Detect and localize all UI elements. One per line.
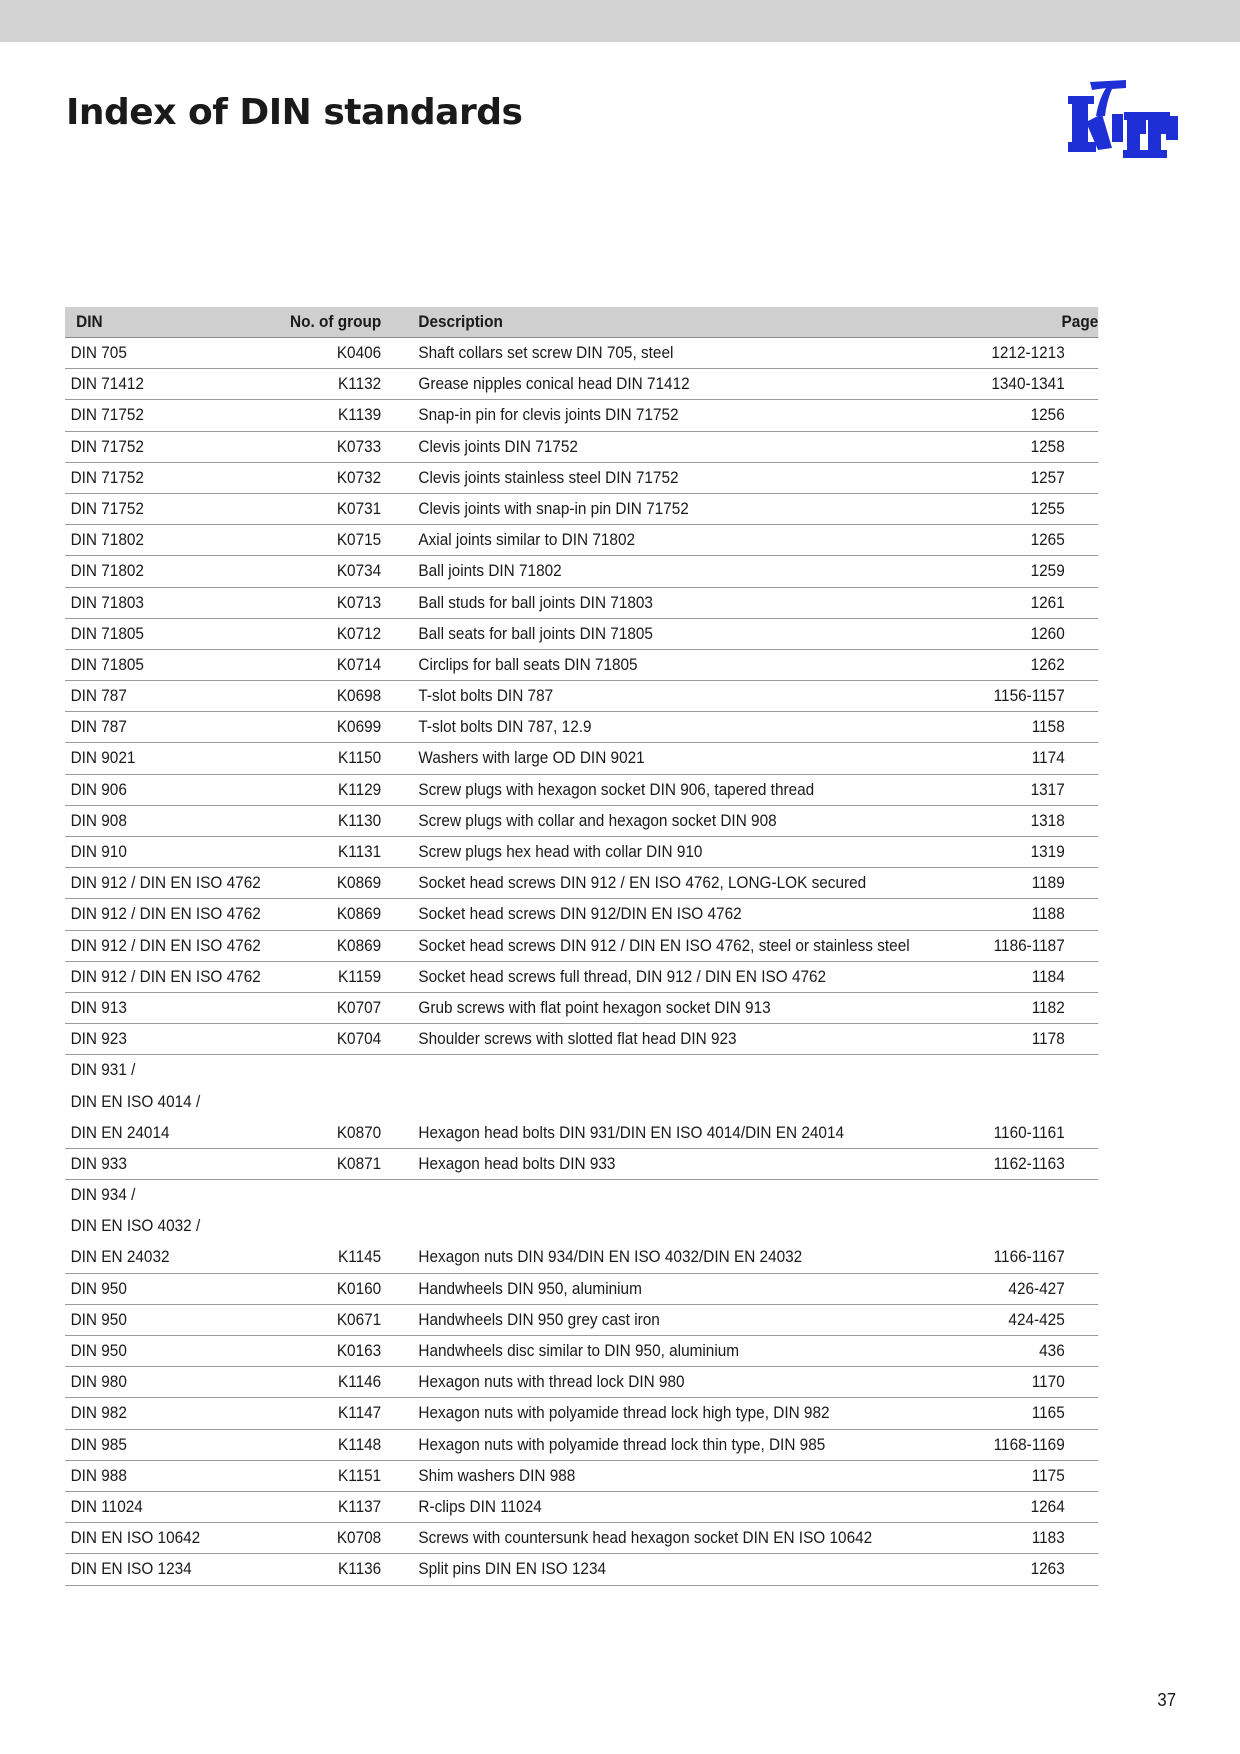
table-row <box>65 899 1098 930</box>
group-cell: K1146 <box>337 1373 382 1392</box>
group-cell: K1137 <box>337 1497 382 1516</box>
din-cell: DIN 912 / DIN EN ISO 4762 <box>70 936 261 955</box>
description-cell: Clevis joints stainless steel DIN 71752 <box>418 468 679 487</box>
table-row <box>65 494 1098 525</box>
table-row <box>65 1554 1098 1585</box>
page-cell: 1255 <box>1030 499 1065 518</box>
description-cell: Hexagon nuts with polyamide thread lock high type, DIN 982 <box>418 1404 830 1423</box>
description-cell: Hexagon head bolts DIN 931/DIN EN ISO 4014/DIN EN 24014 <box>418 1123 845 1142</box>
din-cell: DIN EN ISO 4014 / <box>70 1092 201 1111</box>
page-cell: 1259 <box>1030 562 1065 581</box>
group-cell: K0160 <box>336 1279 382 1298</box>
table-row <box>65 1087 1098 1118</box>
page-cell: 1174 <box>1031 749 1065 768</box>
description-cell: T-slot bolts DIN 787 <box>418 687 554 706</box>
group-cell: K1136 <box>337 1560 382 1579</box>
description-cell: Handwheels DIN 950 grey cast iron <box>418 1310 660 1329</box>
description-cell: Screw plugs with hexagon socket DIN 906, tapered thread <box>418 780 815 799</box>
page-cell: 1317 <box>1030 780 1065 799</box>
group-cell: K0708 <box>336 1529 382 1548</box>
table-row <box>65 1461 1098 1492</box>
header-group: No. of group <box>290 313 382 331</box>
table-row <box>65 868 1098 899</box>
page-title: Index of DIN standards <box>66 92 523 133</box>
description-cell: Hexagon nuts with thread lock DIN 980 <box>418 1373 685 1392</box>
group-cell: K1145 <box>337 1248 382 1267</box>
table-row <box>65 463 1098 494</box>
page-cell: 1261 <box>1030 593 1065 612</box>
din-cell: DIN 71805 <box>70 655 144 674</box>
group-cell: K0671 <box>336 1310 382 1329</box>
group-cell: K0869 <box>336 936 382 955</box>
description-cell: Handwheels DIN 950, aluminium <box>418 1279 642 1298</box>
table-row <box>65 1242 1098 1273</box>
description-cell: Socket head screws DIN 912/DIN EN ISO 4762 <box>418 905 742 924</box>
page-cell: 1178 <box>1031 1030 1065 1049</box>
table-row <box>65 681 1098 712</box>
table-row <box>65 1367 1098 1398</box>
page-cell: 1319 <box>1030 843 1065 861</box>
group-cell: K0163 <box>336 1342 382 1360</box>
description-cell: Grease nipples conical head DIN 71412 <box>418 375 690 394</box>
description-cell: Axial joints similar to DIN 71802 <box>418 531 636 550</box>
table-row <box>65 1180 1098 1211</box>
description-cell: Socket head screws DIN 912 / DIN EN ISO 4762, steel or stainless steel <box>418 936 910 955</box>
table-row <box>65 432 1098 463</box>
page-cell: 1183 <box>1031 1529 1065 1548</box>
description-cell: Screw plugs with collar and hexagon socket DIN 908 <box>418 811 777 830</box>
din-cell: DIN 934 / <box>70 1186 136 1205</box>
group-cell: K0712 <box>336 624 382 643</box>
description-cell: Screws with countersunk head hexagon socket DIN EN ISO 10642 <box>418 1529 873 1548</box>
description-cell: Socket head screws DIN 912 / EN ISO 4762, LONG-LOK secured <box>418 874 867 893</box>
group-cell: K0733 <box>336 437 382 456</box>
table-row <box>65 525 1098 556</box>
description-cell: T-slot bolts DIN 787, 12.9 <box>418 718 592 737</box>
table-row <box>65 369 1098 400</box>
din-cell: DIN 71802 <box>70 531 144 550</box>
din-cell: DIN 950 <box>70 1342 127 1360</box>
din-cell: DIN 71803 <box>70 593 144 612</box>
page-cell: 1162-1163 <box>993 1154 1065 1173</box>
group-cell: K1159 <box>337 967 382 986</box>
group-cell: K0715 <box>336 531 382 550</box>
din-cell: DIN 913 <box>70 998 127 1017</box>
description-cell: Shim washers DIN 988 <box>418 1466 576 1485</box>
table-row <box>65 588 1098 619</box>
table-row <box>65 338 1098 369</box>
group-cell: K1129 <box>337 780 382 799</box>
description-cell: Clevis joints with snap-in pin DIN 71752 <box>418 499 689 518</box>
description-cell: Hexagon nuts DIN 934/DIN EN ISO 4032/DIN EN 24032 <box>418 1248 803 1267</box>
table-row <box>65 1149 1098 1180</box>
table-row <box>65 1492 1098 1523</box>
table-row <box>65 743 1098 774</box>
top-band <box>0 0 1240 42</box>
page-cell: 1170 <box>1031 1373 1065 1392</box>
table-row <box>65 1274 1098 1305</box>
group-cell: K0713 <box>336 593 382 612</box>
din-cell: DIN 71805 <box>70 624 144 643</box>
page-cell: 1262 <box>1030 655 1065 674</box>
table-row <box>65 650 1098 681</box>
table-row <box>65 1024 1098 1055</box>
din-cell: DIN 933 <box>70 1154 127 1173</box>
page-cell: 1165 <box>1031 1404 1065 1423</box>
kipp-logo <box>1068 76 1180 160</box>
group-cell: K1151 <box>337 1466 382 1485</box>
din-cell: DIN 71752 <box>70 499 144 518</box>
din-cell: DIN 950 <box>70 1279 127 1298</box>
group-cell: K0870 <box>336 1123 382 1142</box>
table-header-row <box>65 307 1098 338</box>
din-cell: DIN 787 <box>70 718 127 737</box>
header-page: Page <box>1061 313 1099 331</box>
group-cell: K0731 <box>336 499 382 518</box>
page-cell: 1340-1341 <box>991 375 1065 394</box>
group-cell: K0704 <box>336 1030 382 1049</box>
description-cell: R-clips DIN 11024 <box>418 1497 542 1516</box>
din-cell: DIN 908 <box>70 811 127 830</box>
din-cell: DIN EN ISO 1234 <box>70 1560 192 1579</box>
din-cell: DIN 71412 <box>70 375 144 394</box>
din-cell: DIN 950 <box>70 1310 127 1329</box>
table-row <box>65 806 1098 837</box>
description-cell: Hexagon nuts with polyamide thread lock thin type, DIN 985 <box>418 1435 826 1454</box>
page-cell: 1318 <box>1030 811 1065 830</box>
table-row <box>65 619 1098 650</box>
description-cell: Ball seats for ball joints DIN 71805 <box>418 624 653 643</box>
table-row <box>65 1055 1098 1086</box>
group-cell: K0699 <box>336 718 382 737</box>
table-row <box>65 712 1098 743</box>
group-cell: K1147 <box>337 1404 382 1423</box>
group-cell: K0714 <box>336 655 382 674</box>
description-cell: Ball studs for ball joints DIN 71803 <box>418 593 653 612</box>
page-cell: 1258 <box>1030 437 1065 456</box>
din-cell: DIN 787 <box>70 687 127 706</box>
din-cell: DIN 71752 <box>70 468 144 487</box>
table-row <box>65 1336 1098 1367</box>
page-cell: 1184 <box>1031 967 1065 986</box>
page-cell: 1263 <box>1030 1560 1065 1579</box>
din-cell: DIN 912 / DIN EN ISO 4762 <box>70 905 261 924</box>
table-row <box>65 1305 1098 1336</box>
page-cell: 1186-1187 <box>993 936 1065 955</box>
group-cell: K0869 <box>336 905 382 924</box>
group-cell: K1139 <box>337 406 382 425</box>
table-row <box>65 993 1098 1024</box>
page-cell: 1188 <box>1031 905 1065 924</box>
table-row <box>65 1211 1098 1242</box>
page-cell: 1156-1157 <box>993 687 1065 706</box>
header-description: Description <box>418 313 503 331</box>
table-row <box>65 400 1098 431</box>
table-row <box>65 1430 1098 1461</box>
description-cell: Washers with large OD DIN 9021 <box>418 749 645 768</box>
header-din: DIN <box>76 313 103 331</box>
table-row <box>65 931 1098 962</box>
din-cell: DIN 71802 <box>70 562 144 581</box>
description-cell: Screw plugs hex head with collar DIN 910 <box>418 843 703 861</box>
page-cell: 1166-1167 <box>993 1248 1065 1267</box>
table-row <box>65 1398 1098 1429</box>
din-cell: DIN 912 / DIN EN ISO 4762 <box>70 967 261 986</box>
din-cell: DIN 931 / <box>70 1061 136 1080</box>
page-cell: 1175 <box>1031 1466 1065 1485</box>
page-cell: 1189 <box>1031 874 1065 893</box>
page-cell: 1160-1161 <box>993 1123 1065 1142</box>
din-cell: DIN 11024 <box>70 1497 143 1516</box>
page-cell: 1168-1169 <box>993 1435 1065 1454</box>
group-cell: K0871 <box>336 1154 382 1173</box>
group-cell: K0707 <box>336 998 382 1017</box>
din-cell: DIN 910 <box>70 843 127 861</box>
din-cell: DIN 923 <box>70 1030 127 1049</box>
page-cell: 436 <box>1039 1342 1065 1360</box>
group-cell: K1148 <box>337 1435 382 1454</box>
page-cell: 1182 <box>1031 998 1065 1017</box>
page-cell: 1264 <box>1030 1497 1065 1516</box>
page-cell: 1256 <box>1030 406 1065 425</box>
description-cell: Grub screws with flat point hexagon socket DIN 913 <box>418 998 771 1017</box>
table-row <box>65 556 1098 587</box>
description-cell: Socket head screws full thread, DIN 912 / DIN EN ISO 4762 <box>418 967 827 986</box>
group-cell: K0406 <box>336 344 382 362</box>
page-cell: 1260 <box>1030 624 1065 643</box>
din-cell: DIN 705 <box>70 344 127 362</box>
page-cell: 1212-1213 <box>991 344 1065 362</box>
table-body <box>65 338 1098 1586</box>
description-cell: Shaft collars set screw DIN 705, steel <box>418 344 674 362</box>
group-cell: K0734 <box>336 562 382 581</box>
din-cell: DIN 9021 <box>70 749 136 768</box>
table-row <box>65 1523 1098 1554</box>
group-cell: K1150 <box>337 749 382 768</box>
group-cell: K1132 <box>337 375 382 394</box>
page-cell: 424-425 <box>1008 1310 1065 1329</box>
group-cell: K0698 <box>336 687 382 706</box>
page-cell: 426-427 <box>1008 1279 1065 1298</box>
description-cell: Clevis joints DIN 71752 <box>418 437 578 456</box>
description-cell: Ball joints DIN 71802 <box>418 562 562 581</box>
din-cell: DIN 985 <box>70 1435 127 1454</box>
page-number: 37 <box>1157 1690 1176 1710</box>
din-cell: DIN EN 24032 <box>70 1248 170 1267</box>
group-cell: K0732 <box>336 468 382 487</box>
din-cell: DIN EN ISO 4032 / <box>70 1217 201 1236</box>
group-cell: K1131 <box>337 843 382 861</box>
din-index-table <box>65 307 1098 1586</box>
table-row <box>65 1118 1098 1149</box>
din-cell: DIN 912 / DIN EN ISO 4762 <box>70 874 261 893</box>
din-cell: DIN EN 24014 <box>70 1123 170 1142</box>
page-cell: 1265 <box>1030 531 1065 550</box>
din-cell: DIN 980 <box>70 1373 127 1392</box>
group-cell: K0869 <box>336 874 382 893</box>
din-cell: DIN 982 <box>70 1404 127 1423</box>
description-cell: Hexagon head bolts DIN 933 <box>418 1154 616 1173</box>
group-cell: K1130 <box>337 811 382 830</box>
table-row <box>65 775 1098 806</box>
table-row <box>65 837 1098 868</box>
din-cell: DIN 71752 <box>70 437 144 456</box>
table-row <box>65 962 1098 993</box>
description-cell: Shoulder screws with slotted flat head DIN 923 <box>418 1030 737 1049</box>
page-cell: 1158 <box>1031 718 1065 737</box>
din-cell: DIN EN ISO 10642 <box>70 1529 201 1548</box>
din-cell: DIN 988 <box>70 1466 127 1485</box>
description-cell: Handwheels disc similar to DIN 950, aluminium <box>418 1342 740 1360</box>
description-cell: Circlips for ball seats DIN 71805 <box>418 655 638 674</box>
description-cell: Split pins DIN EN ISO 1234 <box>418 1560 607 1579</box>
description-cell: Snap-in pin for clevis joints DIN 71752 <box>418 406 679 425</box>
din-cell: DIN 71752 <box>70 406 144 425</box>
page-cell: 1257 <box>1030 468 1065 487</box>
din-cell: DIN 906 <box>70 780 127 799</box>
